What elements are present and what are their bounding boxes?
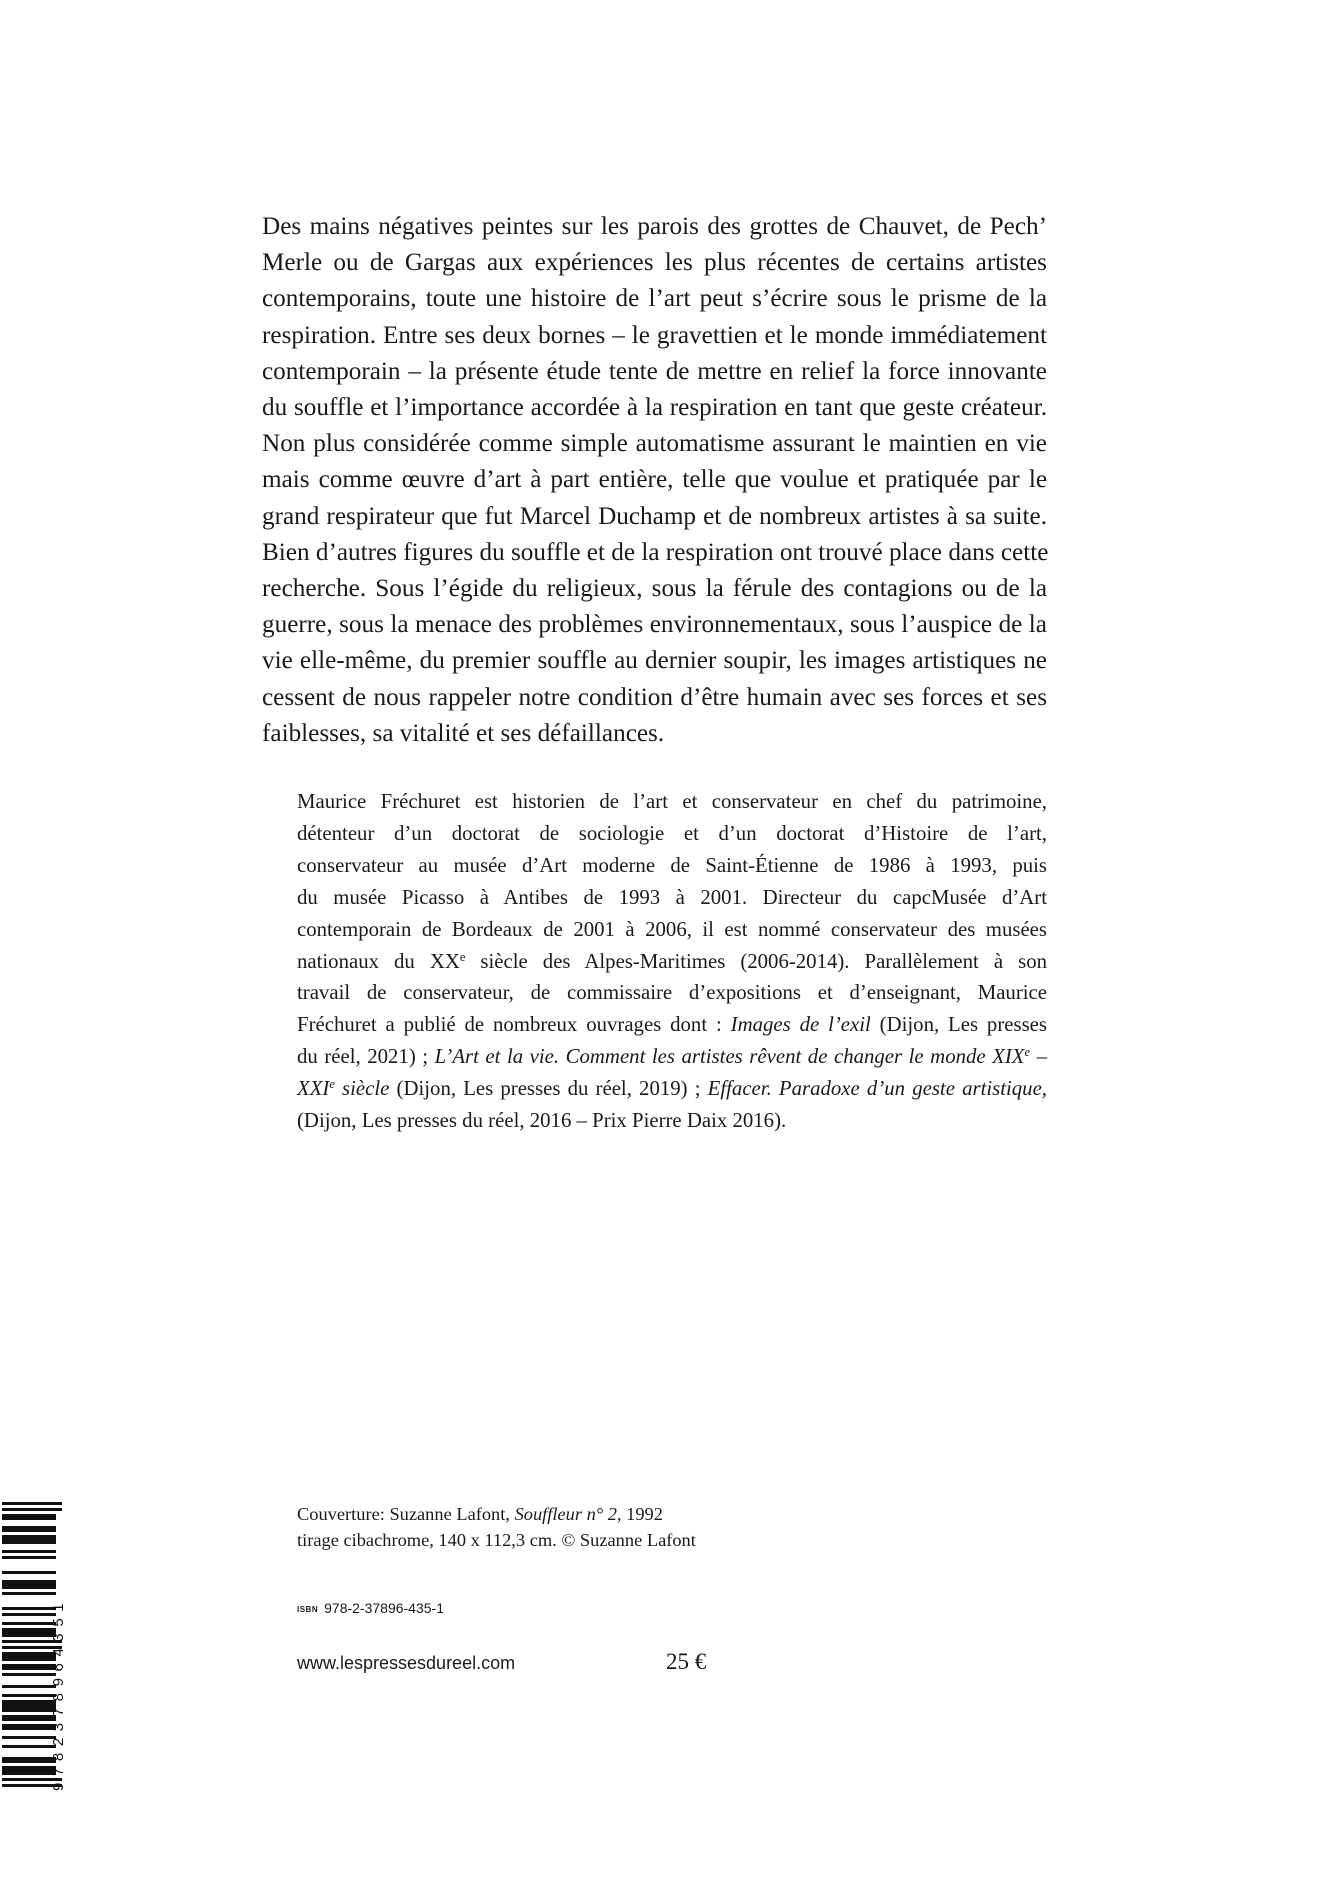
author-biography	[297, 786, 1047, 1137]
barcode-bar	[2, 1658, 56, 1661]
bio-superscript: e	[1024, 1045, 1031, 1060]
bio-line: travail de conservateur, de commissaire d’expositions et d’enseignant, Maurice	[297, 981, 1047, 1005]
barcode-bar	[2, 1664, 56, 1667]
summary-line: contemporains, toute une histoire de l’art peut s’écrire sous le prisme de la	[262, 285, 1047, 313]
barcode-bar	[2, 1709, 56, 1712]
summary-line: Merle ou de Gargas aux expériences les plus récentes de certains artistes	[262, 249, 1047, 277]
summary-line: Des mains négatives peintes sur les parois des grottes de Chauvet, de Pech’	[262, 213, 1047, 240]
back-cover-summary	[262, 209, 1047, 752]
barcode-bar	[2, 1622, 56, 1625]
summary-line: respiration. Entre ses deux bornes – le gravettien et le monde immédiatement	[262, 321, 1047, 349]
barcode-bar	[2, 1745, 56, 1748]
bio-text: (Dijon, Les presses	[870, 1013, 1047, 1037]
barcode-bar	[2, 1613, 56, 1616]
bio-superscript: e	[459, 949, 466, 964]
bio-line: du musée Picasso à Antibes de 1993 à 2001. Directeur du capcMusée d’Art	[297, 885, 1047, 909]
price: 25 €	[666, 1649, 707, 1674]
barcode-bar	[2, 1736, 56, 1739]
barcode-bar	[2, 1685, 56, 1688]
barcode-bar	[2, 1727, 56, 1730]
isbn	[297, 1599, 444, 1619]
summary-line: mais comme œuvre d’art à part entière, telle que voulue et pratiquée par le	[262, 466, 1047, 494]
isbn-barcode	[0, 1487, 68, 1795]
barcode-bar	[2, 1655, 56, 1658]
barcode-bar	[2, 1538, 56, 1541]
summary-line: grand respirateur que fut Marcel Duchamp et de nombreux artistes à sa suite.	[262, 502, 1047, 530]
barcode-bar	[2, 1652, 56, 1655]
artwork-title: Souffleur n° 2,	[514, 1504, 622, 1524]
book-title-text: siècle	[334, 1077, 390, 1101]
summary-line: Bien d’autres figures du souffle et de la respiration ont trouvé place dans cette	[262, 538, 1049, 566]
barcode-bar	[2, 1703, 56, 1706]
barcode-bar	[2, 1706, 56, 1709]
bio-text: du réel, 2021) ;	[297, 1045, 435, 1069]
barcode-bar	[2, 1760, 56, 1763]
barcode-bar	[2, 1718, 56, 1721]
bio-line	[297, 1073, 1047, 1105]
bio-line: contemporain de Bordeaux de 2001 à 2006, il est nommé conservateur des musées	[297, 917, 1047, 941]
barcode-bar	[2, 1634, 56, 1637]
cover-credit	[297, 1501, 797, 1553]
summary-line: contemporain – la présente étude tente de mettre en relief la force innovante	[262, 357, 1047, 385]
barcode-bar	[2, 1766, 56, 1769]
barcode-bar	[2, 1514, 56, 1517]
barcode-bar	[2, 1580, 56, 1583]
barcode-bar	[2, 1772, 56, 1775]
credit-line	[297, 1501, 797, 1527]
barcode-bar	[2, 1535, 56, 1538]
book-title-text: –	[1030, 1045, 1047, 1069]
bio-line	[297, 1009, 1047, 1041]
barcode-bar	[2, 1550, 56, 1553]
barcode-bar	[2, 1508, 62, 1511]
publisher-website[interactable]: www.lespressesdureel.com	[297, 1653, 516, 1673]
barcode-bar	[2, 1529, 56, 1532]
barcode-bar	[2, 1694, 56, 1697]
book-title	[297, 1077, 389, 1100]
bio-line	[297, 946, 1047, 978]
isbn-number: 978-2-37896-435-1	[324, 1600, 444, 1616]
barcode-bar	[2, 1526, 56, 1529]
barcode-bar	[2, 1631, 56, 1634]
bio-superscript: e	[329, 1077, 335, 1092]
credit-text: 1992	[621, 1504, 663, 1524]
bio-line: (Dijon, Les presses du réel, 2016 – Prix Pierre Daix 2016).	[297, 1109, 787, 1133]
bio-line	[297, 1041, 1047, 1073]
isbn-label: ISBN	[297, 1605, 319, 1614]
barcode-bar	[2, 1586, 56, 1589]
barcode-bar	[2, 1724, 56, 1727]
book-title: Effacer. Paradoxe d’un geste artistique,	[707, 1077, 1047, 1101]
barcode-bar	[2, 1700, 56, 1703]
barcode-bar	[2, 1628, 56, 1631]
book-title: Images de l’exil	[730, 1013, 871, 1037]
barcode-bar	[2, 1541, 56, 1544]
credit-text: Couverture: Suzanne Lafont,	[297, 1504, 515, 1524]
book-title-text: L’Art et la vie. Comment les artistes rêvent de changer le monde XIX	[434, 1045, 1025, 1069]
summary-line: faiblesses, sa vitalité et ses défaillances.	[262, 719, 665, 747]
summary-line: cessent de nous rappeler notre condition d’être humain avec ses forces et ses	[262, 683, 1047, 711]
barcode-digits: 9782378964351	[50, 1596, 67, 1791]
barcode-bar	[2, 1592, 56, 1595]
credit-line: tirage cibachrome, 140 x 112,3 cm. © Suzanne Lafont	[297, 1530, 696, 1550]
barcode-bar	[2, 1517, 56, 1520]
barcode-bar	[2, 1583, 56, 1586]
barcode-bar	[2, 1571, 56, 1574]
bio-line: Maurice Fréchuret est historien de l’art et conservateur en chef du patrimoine,	[297, 790, 1047, 813]
barcode-bar	[2, 1769, 56, 1772]
summary-line: Non plus considérée comme simple automatisme assurant le maintien en vie	[262, 430, 1047, 458]
bio-text: siècle des Alpes-Maritimes (2006-2014). Parallèlement à son	[465, 949, 1047, 973]
summary-line: du souffle et l’importance accordée à la respiration en tant que geste créateur.	[262, 394, 1047, 422]
bio-text: nationaux du XX	[297, 949, 460, 973]
bio-line: détenteur d’un doctorat de sociologie et d’un doctorat d’Histoire de l’art,	[297, 821, 1047, 845]
bio-line: conservateur au musée d’Art moderne de Saint-Étienne de 1986 à 1993, puis	[297, 853, 1047, 877]
bio-text: (Dijon, Les presses du réel, 2019) ;	[389, 1077, 708, 1101]
barcode-bar	[2, 1757, 56, 1760]
barcode-bar	[2, 1607, 56, 1610]
summary-line: vie elle-même, du premier souffle au dernier soupir, les images artistiques ne	[262, 647, 1047, 675]
summary-line: recherche. Sous l’égide du religieux, sous la férule des contagions ou de la	[262, 575, 1047, 603]
barcode-bar	[2, 1673, 56, 1676]
barcode-bar	[2, 1502, 62, 1505]
barcode-bar	[2, 1556, 56, 1559]
barcode-bar	[2, 1667, 56, 1670]
book-title-text: XXI	[297, 1077, 330, 1101]
summary-line: guerre, sous la menace des problèmes environnementaux, sous l’auspice de la	[262, 611, 1047, 639]
book-title	[435, 1045, 1047, 1068]
barcode-bar	[2, 1715, 56, 1718]
bio-text: Fréchuret a publié de nombreux ouvrages dont :	[297, 1013, 731, 1037]
